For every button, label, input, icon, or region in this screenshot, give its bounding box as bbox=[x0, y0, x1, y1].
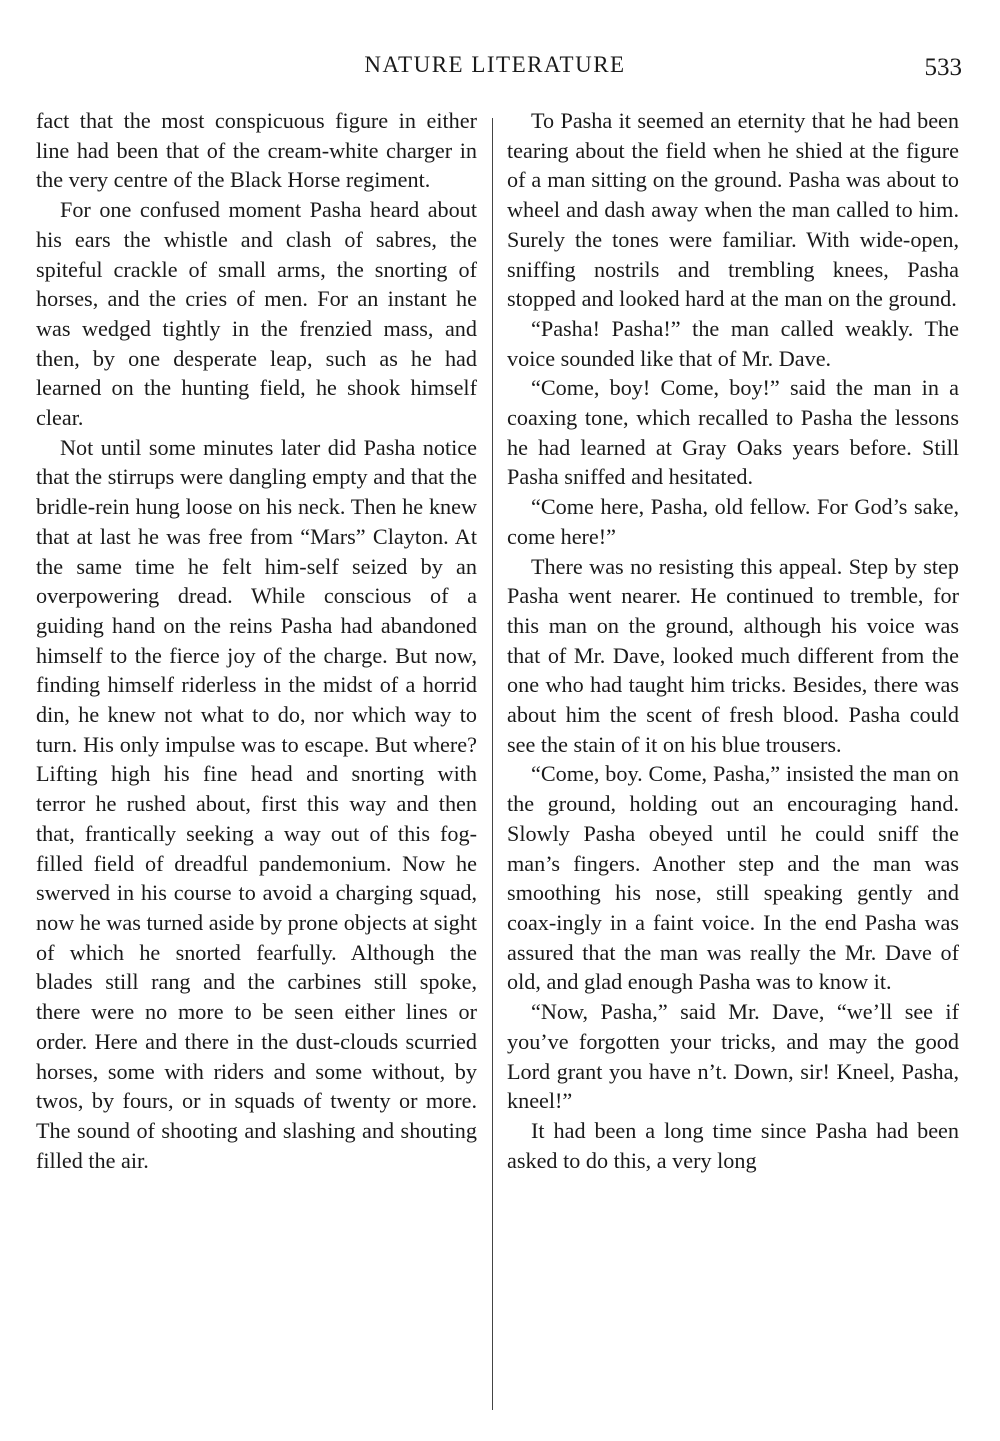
paragraph: “Pasha! Pasha!” the man called weakly. The voice sounded like that of Mr. Dave. bbox=[507, 315, 959, 371]
left-column bbox=[36, 106, 477, 1416]
running-title: NATURE LITERATURE bbox=[364, 52, 626, 77]
paragraph: “Come, boy! Come, boy!” said the man in a coaxing tone, which recalled to Pasha the lessons he had learned at Gray Oaks years before. Still Pasha sniffed and hesitated. bbox=[507, 375, 959, 490]
paragraph: “Come here, Pasha, old fellow. For God’s sake, come here!” bbox=[507, 494, 959, 549]
page-header bbox=[0, 48, 1000, 88]
paragraph: It had been a long time since Pasha had been asked to do this, a very long bbox=[507, 1117, 959, 1173]
paragraph: fact that the most conspicuous figure in either line had been that of the cream-white charger in the very centre of the Black Horse regiment. bbox=[36, 108, 477, 193]
paragraph: For one confused moment Pasha heard about his ears the whistle and clash of sabres, the spiteful crackle of small arms, the snorting of horses, and the cries of men. For an instant he was wedged tightly in the frenzied mass, and then, by one desperate leap, such as he had learned on the hunting field, he shook himself clear. bbox=[36, 197, 477, 431]
paragraph: To Pasha it seemed an eternity that he had been tearing about the field when he shied at the figure of a man sitting on the ground. Pasha was about to wheel and dash away when the man called to him. Surely the tones were familiar. With wide-open, sniffing nostrils and trembling knees, Pasha stopped and looked hard at the man on the ground. bbox=[507, 108, 959, 312]
column-divider bbox=[492, 118, 493, 1410]
paragraph: There was no resisting this appeal. Step by step Pasha went nearer. He continued to tremble, for this man on the ground, although his voice was that of Mr. Dave, looked much different from the one who had taught him tricks. Besides, there was about him the scent of fresh blood. Pasha could see the stain of it on his blue trousers. bbox=[507, 553, 959, 757]
page-number: 533 bbox=[924, 54, 962, 81]
paragraph: Not until some minutes later did Pasha notice that the stirrups were dangling empty and that the bridle-rein hung loose on his neck. Then he knew that at last he was free from “Mars” Clayton. At the same time he felt him-self seized by an overpowering dread. While conscious of a guiding hand on the reins Pasha had abandoned himself to the fierce joy of the charge. But now, finding himself riderless in the midst of a horrid din, he knew not what to do, nor which way to turn. His only impulse was to escape. But where? Lifting high his fine head and snorting with terror he rushed about, first this way and then that, frantically seeking a way out of this fog-filled field of dreadful pandemonium. Now he swerved in his course to avoid a charging squad, now he was turned aside by prone objects at sight of which he snorted fearfully. Although the blades still rang and the carbines still spoke, there were no more to be seen either lines or order. Here and there in the dust-clouds scurried horses, some with riders and some without, by twos, by fours, or in squads of twenty or more. The sound of shooting and slashing and shouting filled the air. bbox=[36, 434, 477, 1173]
right-column bbox=[507, 106, 959, 1416]
paragraph: “Come, boy. Come, Pasha,” insisted the man on the ground, holding out an encouraging hand. Slowly Pasha obeyed until he could sniff the man’s fingers. Another step and the man was smoothing his nose, still speaking gently and coax-ingly in a faint voice. In the end Pasha was assured that the man was really the Mr. Dave of old, and glad enough Pasha was to know it. bbox=[507, 761, 959, 995]
paragraph: “Now, Pasha,” said Mr. Dave, “we’ll see if you’ve forgotten your tricks, and may the good Lord grant you have n’t. Down, sir! Kneel, Pasha, kneel!” bbox=[507, 999, 959, 1114]
